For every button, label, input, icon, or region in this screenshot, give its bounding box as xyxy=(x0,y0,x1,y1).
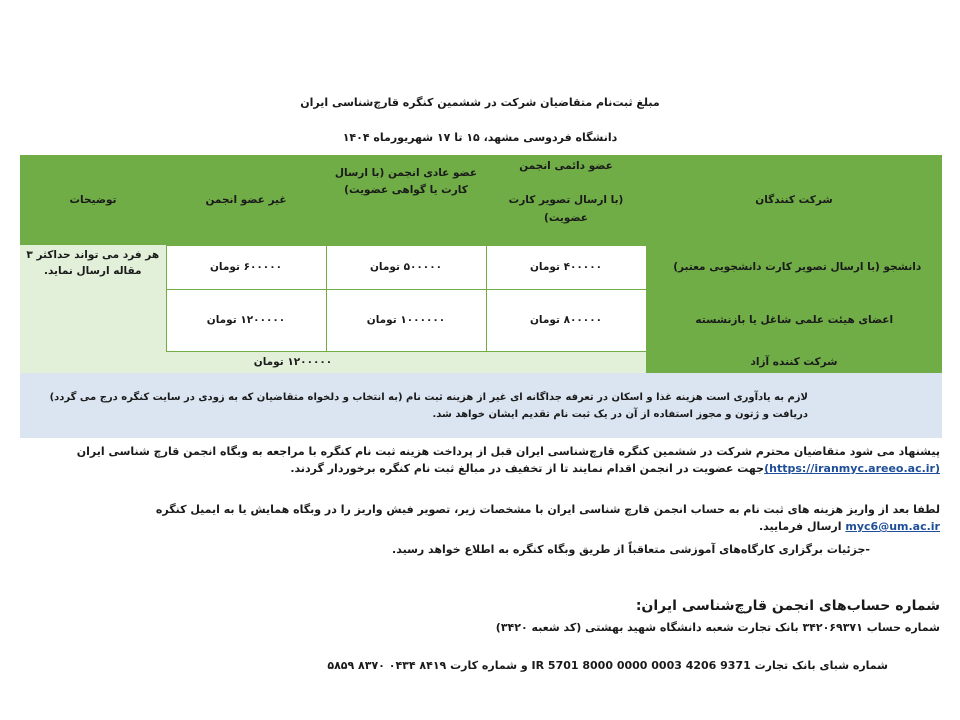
society-website-link[interactable]: (https://iranmyc.areeo.ac.ir) xyxy=(764,462,940,475)
suggestion-text: پیشنهاد می شود متقاضیان محترم شرکت در ششمین کنگره قارچ‌شناسی ایران قبل از پرداخت هزینه ثبت نام کنگره با مراجعه به وبگاه انجمن قارچ شناسی ایران xyxy=(76,445,940,458)
payment-text: لطفا بعد از واریز هزینه های ثبت نام به حساب انجمن قارچ شناسی ایران با مشخصات زیر، تصویر فیش واریز را در وبگاه همایش یا به ایمیل کنگره xyxy=(155,503,940,516)
row-student-regular: ۵۰۰۰۰۰ تومان xyxy=(326,245,486,289)
payment-end: ارسال فرمایید. xyxy=(758,520,842,533)
table-header-row xyxy=(20,155,942,245)
header-permanent-title: عضو دائمی انجمن xyxy=(519,160,613,172)
row-free-spacer xyxy=(566,351,646,373)
row-faculty-permanent: ۸۰۰۰۰۰ تومان xyxy=(486,289,646,351)
workshops-note: -جزئیات برگزاری کارگاه‌های آموزشی متعاقباً از طریق وبگاه کنگره به اطلاع خواهد رسید. xyxy=(392,543,870,556)
row-faculty-label: اعضای هیئت علمی شاغل یا بازنشسته xyxy=(646,289,942,351)
sheba-number: IR 5701 8000 0000 0003 4206 9371 xyxy=(531,659,751,672)
sheba-prefix: شماره شبای بانک تجارت xyxy=(754,659,888,672)
row-faculty-regular: ۱۰۰۰۰۰۰ تومان xyxy=(326,289,486,351)
document-title: مبلغ ثبت‌نام متقاضیان شرکت در ششمین کنگره قارچ‌شناسی ایران xyxy=(300,96,660,109)
header-regular-member: عضو عادی انجمن (با ارسال کارت یا گواهی عضویت) xyxy=(326,155,486,245)
sheba-card-line xyxy=(28,657,888,674)
row-student-nonmember: ۶۰۰۰۰۰ تومان xyxy=(166,245,326,289)
row-student-note: هر فرد می تواند حداکثر ۳ مقاله ارسال نماید. xyxy=(20,245,166,289)
membership-suggestion xyxy=(20,443,940,477)
header-non-member: غیر عضو انجمن xyxy=(166,155,326,245)
table-footnote-row xyxy=(20,373,942,438)
table-footnote: لازم به یادآوری است هزینه غذا و اسکان در تعرفه جداگانه ای غیر از هزینه ثبت نام (به انتخاب و دلخواه متقاضیان که به زودی در سایت کنگره درج می گردد) دریافت و ژتون و مجوز استفاده از آن در یک ثبت نام تقدیم ایشان خواهد شد. xyxy=(20,373,942,438)
row-student-permanent: ۴۰۰۰۰۰ تومان xyxy=(486,245,646,289)
accounts-heading: شماره حساب‌های انجمن قارچ‌شناسی ایران: xyxy=(635,598,940,614)
card-number: ۵۸۵۹ ۸۳۷۰ ۰۴۳۴ ۸۴۱۹ xyxy=(327,659,447,672)
row-free-label: شرکت کننده آزاد xyxy=(646,351,942,373)
row-faculty-nonmember: ۱۲۰۰۰۰۰ تومان xyxy=(166,289,326,351)
header-notes: توضیحات xyxy=(20,155,166,245)
fee-table xyxy=(20,155,942,438)
suggestion-end: جهت عضویت در انجمن اقدام نمایند تا از تخفیف در مبالغ ثبت نام کنگره برخوردار گردند. xyxy=(290,462,765,475)
row-student-label: دانشجو (با ارسال تصویر کارت دانشجویی معتبر) xyxy=(646,245,942,289)
card-prefix: و شماره کارت xyxy=(450,659,528,672)
payment-instructions xyxy=(100,501,940,535)
header-permanent-member xyxy=(486,155,646,245)
congress-email-link[interactable]: myc6@um.ac.ir xyxy=(845,520,940,533)
venue-line: دانشگاه فردوسی مشهد، ۱۵ تا ۱۷ شهریورماه ۱۴۰۴ xyxy=(342,131,618,144)
header-permanent-sub: (با ارسال تصویر کارت عضویت) xyxy=(508,194,624,224)
header-participants: شرکت کنندگان xyxy=(646,155,942,245)
row-faculty-note xyxy=(20,289,166,351)
account-number-line: شماره حساب ۳۴۲۰۶۹۳۷۱ بانک تجارت شعبه دانشگاه شهید بهشتی (کد شعبه ۳۴۲۰) xyxy=(495,621,940,634)
table-row xyxy=(20,245,942,289)
table-row xyxy=(20,289,942,351)
row-free-amount: ۱۲۰۰۰۰۰ تومان xyxy=(20,351,566,373)
table-row xyxy=(20,351,942,373)
